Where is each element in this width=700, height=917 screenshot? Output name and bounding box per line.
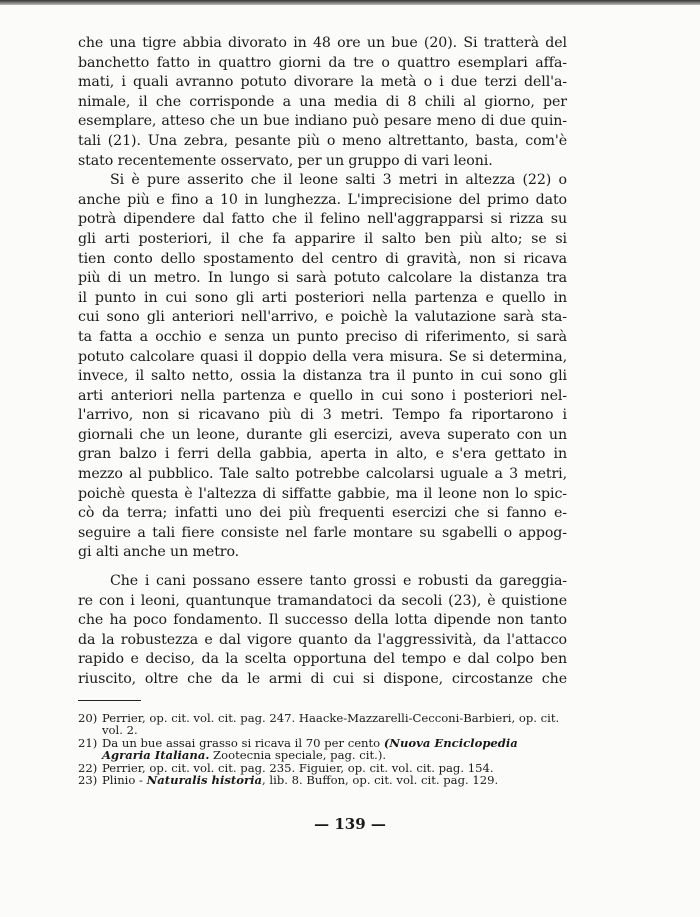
text-line: gran balzo i ferri della gabbia, aperta in alto, e s'era gettato in	[78, 446, 567, 463]
text-line: nimale, il che corrisponde a una media di 8 chili al giorno, per	[78, 93, 567, 110]
text-line: giornali che un leone, durante gli esercizi, aveva superato con un	[78, 426, 567, 443]
footnote-body: Perrier, op. cit. vol. cit. pag. 235. Figuier, op. cit. vol. cit. pag. 154.	[102, 760, 494, 775]
footnote	[78, 774, 567, 786]
text-line: riuscito, oltre che da le armi di cui si dispone, circostanze che	[78, 671, 567, 687]
footnote-text	[102, 712, 567, 737]
text-line: stato recentemente osservato, per un gruppo di vari leoni.	[78, 152, 493, 169]
text-line: cò da terra; infatti uno dei più frequenti esercizi che si fanno e-	[78, 505, 567, 522]
text-line: da la robustezza e dal vigore quanto da l'aggressività, da l'attacco	[78, 631, 567, 648]
paragraph	[78, 171, 567, 563]
text-line: il punto in cui sono gli arti posteriori nella partenza e quello in	[78, 289, 567, 306]
footnote-title: (Nuova Enciclopedia Agraria Italiana.	[102, 735, 518, 763]
text-line: che una tigre abbia divorato in 48 ore un bue (20). Si tratterà del	[78, 35, 567, 51]
text-line: tien conto dello spostamento del centro di gravità, non si ricava	[78, 250, 567, 267]
footnote-text	[102, 774, 567, 786]
footnote-body: Da un bue assai grasso si ricava il 70 per cento	[102, 735, 384, 750]
text-line: ta fatta a occhio e senza un punto preciso di riferimento, si sarà	[78, 328, 567, 345]
text-line: esemplare, atteso che un bue indiano può pesare meno di due quin-	[78, 113, 567, 130]
paragraph	[78, 572, 567, 690]
footnote-title: Naturalis historia	[146, 773, 263, 788]
text-line: rapido e deciso, da la scelta opportuna del tempo e dal colpo ben	[78, 651, 567, 668]
footnote-number: 20)	[78, 711, 98, 725]
text-line: re con i leoni, quantunque tramandatoci da secoli (23), è quistione	[78, 592, 567, 609]
footnote-number: 22)	[78, 760, 98, 775]
footnotes	[78, 712, 567, 786]
text-line: mezzo al pubblico. Tale salto potrebbe calcolarsi uguale a 3 metri,	[78, 466, 567, 483]
text-line: mati, i quali avranno potuto divorare la metà o i due terzi dell'a-	[78, 74, 567, 91]
text-line: potrà dipendere dal fatto che il felino nell'aggrapparsi si rizza su	[78, 211, 567, 228]
footnote-body: Perrier, op. cit. vol. cit. pag. 247. Haacke-Mazzarelli-Cecconi-Barbieri, op. cit. vol. 2.	[102, 711, 560, 738]
text-line: arti anteriori nella partenza e quello in cui sono i posteriori nel-	[78, 387, 567, 404]
text-line: anche più e fino a 10 in lunghezza. L'imprecisione del primo dato	[78, 191, 567, 208]
page-number: — 139 —	[314, 815, 386, 833]
footnote-body: Plinio -	[102, 773, 147, 788]
text-line: tali (21). Una zebra, pesante più o meno altrettanto, basta, com'è	[78, 132, 567, 149]
text-line: banchetto fatto in quattro giorni da tre o quattro esemplari affa-	[78, 54, 567, 71]
footnote-body: , lib. 8. Buffon, op. cit. vol. cit. pag. 129.	[262, 773, 499, 788]
footnote-number: 23)	[78, 773, 98, 788]
text-line: potuto calcolare quasi il doppio della vera misura. Se si determina,	[78, 348, 567, 365]
text-line: Che i cani possano essere tanto grossi e robusti da gareggia-	[110, 573, 567, 590]
footnote-body: Zootecnia speciale, pag. cit.).	[209, 748, 387, 763]
text-line: gi alti anche un metro.	[78, 544, 240, 561]
text-line: poichè questa è l'altezza di siffatte gabbie, ma il leone non lo spic-	[78, 485, 567, 502]
body-text	[78, 34, 567, 690]
text-line: seguire a tali fiere consiste nel farle montare su sgabelli o appog-	[78, 524, 567, 541]
text-line: gli arti posteriori, il che fa apparire il salto ben più alto; se si	[78, 230, 567, 247]
paragraph	[78, 34, 567, 171]
footnote-number: 21)	[78, 735, 98, 750]
footnote	[78, 712, 567, 737]
scan-edge	[0, 0, 700, 5]
text-line: l'arrivo, non si ricavano più di 3 metri. Tempo fa riportarono i	[78, 407, 567, 424]
footnote-text	[102, 737, 567, 762]
text-line: che ha poco fondamento. Il successo della lotta dipende non tanto	[78, 612, 567, 629]
footnote	[78, 737, 567, 762]
text-line: cui sono gli anteriori nell'arrivo, e poichè la valutazione sarà sta-	[78, 309, 567, 326]
text-line: più di un metro. In lungo si sarà potuto calcolare la distanza tra	[78, 270, 567, 287]
text-line: Si è pure asserito che il leone salti 3 metri in altezza (22) o	[110, 172, 567, 189]
footnote-rule	[78, 700, 141, 701]
text-line: invece, il salto netto, ossia la distanza tra il punto in cui sono gli	[78, 368, 567, 385]
